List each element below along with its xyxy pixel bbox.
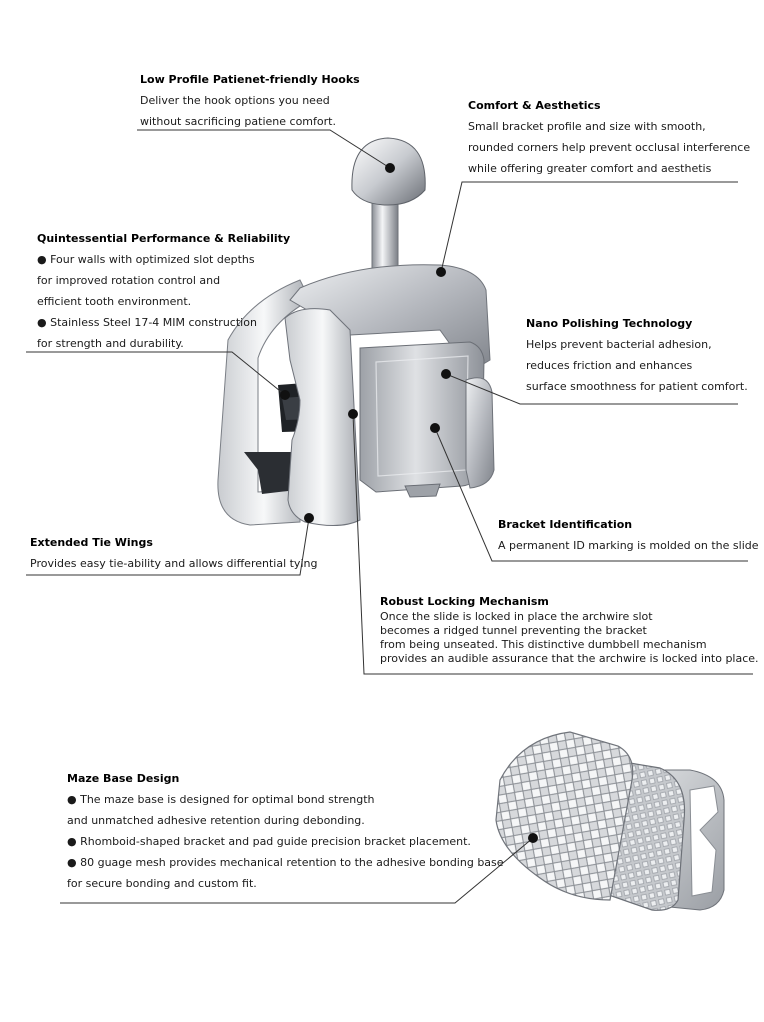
callout-tiewings-line: Provides easy tie-ability and allows differential tying (30, 557, 318, 570)
dot-identification (430, 423, 440, 433)
mesh-base (496, 732, 633, 900)
callout-polishing-line: Helps prevent bacterial adhesion, (526, 338, 712, 351)
callout-performance-line: efficient tooth environment. (37, 295, 192, 308)
callout-polishing-line: surface smoothness for patient comfort. (526, 380, 748, 393)
callout-hooks (140, 69, 360, 132)
callout-maze (67, 768, 504, 894)
dot-polishing (441, 369, 451, 379)
callout-locking (380, 594, 759, 666)
callout-identification-line: A permanent ID marking is molded on the slide (498, 539, 759, 552)
callout-comfort-line: rounded corners help prevent occlusal interference (468, 141, 751, 154)
dot-hooks (385, 163, 395, 173)
callout-hooks-title: Low Profile Patienet-friendly Hooks (140, 73, 360, 86)
callout-polishing-line: reduces friction and enhances (526, 359, 693, 372)
callout-locking-title: Robust Locking Mechanism (380, 595, 549, 608)
callout-comfort (468, 95, 750, 179)
dot-tiewings (304, 513, 314, 523)
right-side-wing (466, 378, 494, 488)
callout-performance-line: ● Four walls with optimized slot depths (37, 253, 255, 266)
callout-performance-line: for strength and durability. (37, 337, 184, 350)
callout-maze-line: ● Rhomboid-shaped bracket and pad guide precision bracket placement. (67, 835, 471, 848)
callout-locking-line: provides an audible assurance that the archwire is locked into place. (380, 652, 759, 665)
callout-comfort-title: Comfort & Aesthetics (468, 99, 601, 112)
callout-performance-line: ● Stainless Steel 17-4 MIM construction (37, 316, 257, 329)
callout-polishing (526, 313, 748, 397)
callout-performance-title: Quintessential Performance & Reliability (37, 232, 291, 245)
dot-locking (348, 409, 358, 419)
maze-base-illustration (496, 732, 724, 910)
callout-comfort-line: Small bracket profile and size with smooth, (468, 120, 706, 133)
callout-identification (498, 514, 759, 556)
callout-locking-line: becomes a ridged tunnel preventing the bracket (380, 624, 647, 637)
callout-maze-line: ● 80 guage mesh provides mechanical retention to the adhesive bonding base (67, 856, 504, 869)
callout-tiewings-title: Extended Tie Wings (30, 536, 153, 549)
callout-locking-line: from being unseated. This distinctive dumbbell mechanism (380, 638, 707, 651)
dot-maze (528, 833, 538, 843)
callout-maze-line: and unmatched adhesive retention during debonding. (67, 814, 365, 827)
callout-maze-title: Maze Base Design (67, 772, 180, 785)
callout-comfort-line: while offering greater comfort and aesthetis (468, 162, 712, 175)
callout-locking-line: Once the slide is locked in place the archwire slot (380, 610, 653, 623)
callout-performance (37, 228, 290, 354)
callout-identification-title: Bracket Identification (498, 518, 633, 531)
dot-performance (280, 390, 290, 400)
dot-comfort (436, 267, 446, 277)
leader-comfort (441, 182, 738, 272)
callout-polishing-title: Nano Polishing Technology (526, 317, 693, 330)
callout-maze-line: ● The maze base is designed for optimal bond strength (67, 793, 375, 806)
callout-performance-line: for improved rotation control and (37, 274, 221, 287)
leader-hooks (137, 130, 390, 168)
callout-maze-line: for secure bonding and custom fit. (67, 877, 257, 890)
callout-hooks-line: without sacrificing patiene comfort. (140, 115, 336, 128)
callout-hooks-line: Deliver the hook options you need (140, 94, 330, 107)
callout-tiewings (30, 532, 317, 574)
